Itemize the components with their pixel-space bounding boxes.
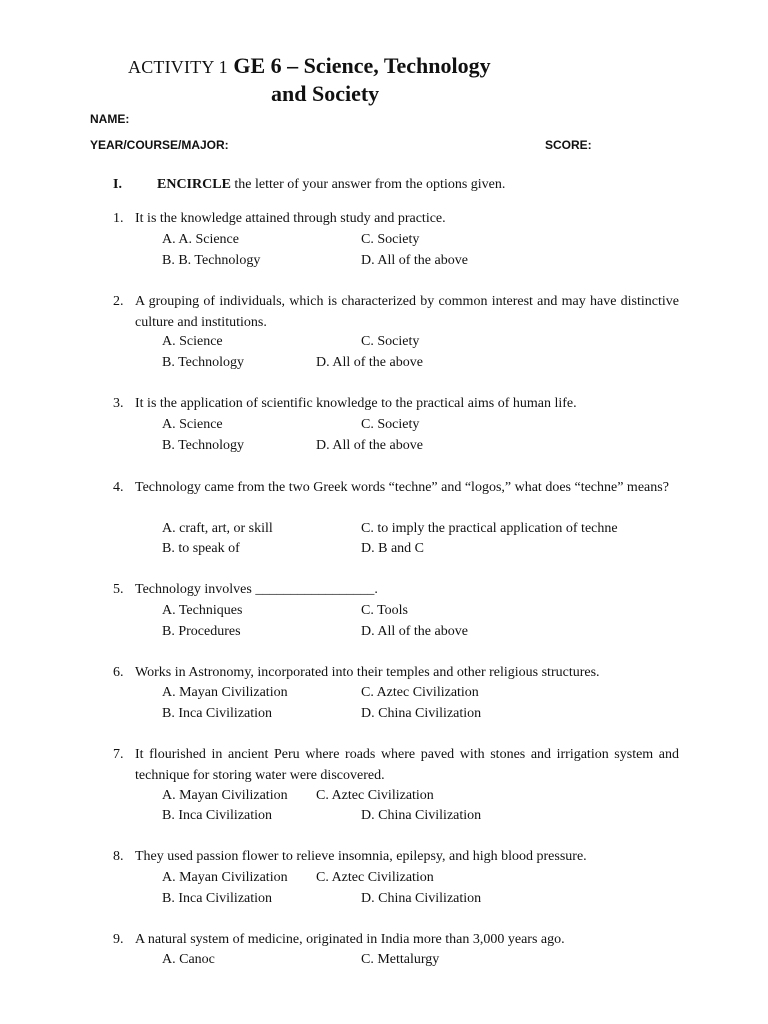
question-text: Works in Astronomy, incorporated into their temples and other religious structures. — [135, 665, 600, 680]
option-c[interactable]: C. Society — [361, 232, 420, 247]
option-a[interactable]: A. Mayan Civilization — [162, 788, 288, 803]
option-b[interactable]: B. Inca Civilization — [162, 891, 273, 906]
question-4 — [113, 478, 679, 499]
option-c[interactable]: C. Aztec Civilization — [316, 788, 434, 803]
question-number: 1. — [113, 211, 124, 226]
option-d[interactable]: D. B and C — [361, 541, 424, 556]
year-course-major-label: YEAR/COURSE/MAJOR: — [90, 138, 229, 152]
question-text: Technology came from the two Greek words “techne” and “logos,” what does “techne” means? — [135, 480, 669, 495]
question-1 — [113, 209, 679, 230]
question-number: 2. — [113, 294, 124, 309]
question-number: 3. — [113, 396, 124, 411]
question-text: A natural system of medicine, originated in India more than 3,000 years ago. — [135, 932, 565, 947]
instruction-text: the letter of your answer from the options given. — [230, 177, 506, 192]
question-number: 4. — [113, 480, 124, 495]
question-5 — [113, 580, 679, 601]
question-6 — [113, 663, 679, 684]
title-main: GE 6 – Science, Technology — [233, 53, 491, 78]
option-a[interactable]: A. Science — [162, 417, 223, 432]
option-a[interactable]: A. Techniques — [162, 603, 243, 618]
option-b[interactable]: B. Technology — [162, 438, 244, 453]
option-c[interactable]: C. Society — [361, 417, 420, 432]
option-a[interactable]: A. Mayan Civilization — [162, 870, 288, 885]
question-text: It is the application of scientific knowledge to the practical aims of human life. — [135, 396, 577, 411]
option-c[interactable]: C. Aztec Civilization — [316, 870, 434, 885]
option-d[interactable]: D. China Civilization — [361, 808, 482, 823]
option-c[interactable]: C. Aztec Civilization — [361, 685, 479, 700]
question-number: 5. — [113, 582, 124, 597]
question-9 — [113, 930, 679, 951]
question-text: It flourished in ancient Peru where roads where paved with stones and irrigation system and technique for storing water were discovered. — [135, 747, 679, 783]
option-a[interactable]: A. craft, art, or skill — [162, 521, 273, 536]
option-b[interactable]: B. B. Technology — [162, 253, 261, 268]
question-text: Technology involves _________________. — [135, 582, 378, 597]
option-d[interactable]: D. All of the above — [361, 253, 468, 268]
option-a[interactable]: A. A. Science — [162, 232, 239, 247]
section-instruction — [157, 176, 505, 194]
option-a[interactable]: A. Science — [162, 334, 223, 349]
question-number: 6. — [113, 665, 124, 680]
question-text: A grouping of individuals, which is characterized by common interest and may have distinctive culture and institutions. — [135, 294, 679, 330]
option-b[interactable]: B. Inca Civilization — [162, 808, 273, 823]
score-label: SCORE: — [545, 138, 592, 152]
option-c[interactable]: C. Society — [361, 334, 420, 349]
option-d[interactable]: D. China Civilization — [361, 891, 482, 906]
option-b[interactable]: B. Procedures — [162, 624, 241, 639]
name-label: NAME: — [90, 112, 130, 126]
option-d[interactable]: D. China Civilization — [361, 706, 482, 721]
question-number: 9. — [113, 932, 124, 947]
question-7 — [113, 745, 679, 786]
option-d[interactable]: D. All of the above — [316, 355, 423, 370]
question-2 — [113, 292, 679, 333]
question-number: 8. — [113, 849, 124, 864]
title-prefix: ACTIVITY 1 — [128, 57, 228, 77]
instruction-keyword: ENCIRCLE — [157, 177, 231, 192]
section-numeral: I. — [113, 177, 122, 192]
option-a[interactable]: A. Mayan Civilization — [162, 685, 288, 700]
option-c[interactable]: C. Tools — [361, 603, 408, 618]
title-line-1 — [128, 52, 491, 81]
question-number: 7. — [113, 747, 124, 762]
option-b[interactable]: B. Inca Civilization — [162, 706, 273, 721]
option-d[interactable]: D. All of the above — [361, 624, 468, 639]
option-c[interactable]: C. Mettalurgy — [361, 952, 440, 967]
option-a[interactable]: A. Canoc — [162, 952, 215, 967]
question-text: They used passion flower to relieve insomnia, epilepsy, and high blood pressure. — [135, 849, 587, 864]
question-text: It is the knowledge attained through study and practice. — [135, 211, 446, 226]
option-b[interactable]: B. to speak of — [162, 541, 240, 556]
option-d[interactable]: D. All of the above — [316, 438, 423, 453]
option-b[interactable]: B. Technology — [162, 355, 244, 370]
question-8 — [113, 847, 679, 868]
question-3 — [113, 394, 679, 415]
option-c[interactable]: C. to imply the practical application of techne — [361, 521, 618, 536]
title-line-2: and Society — [271, 81, 380, 106]
